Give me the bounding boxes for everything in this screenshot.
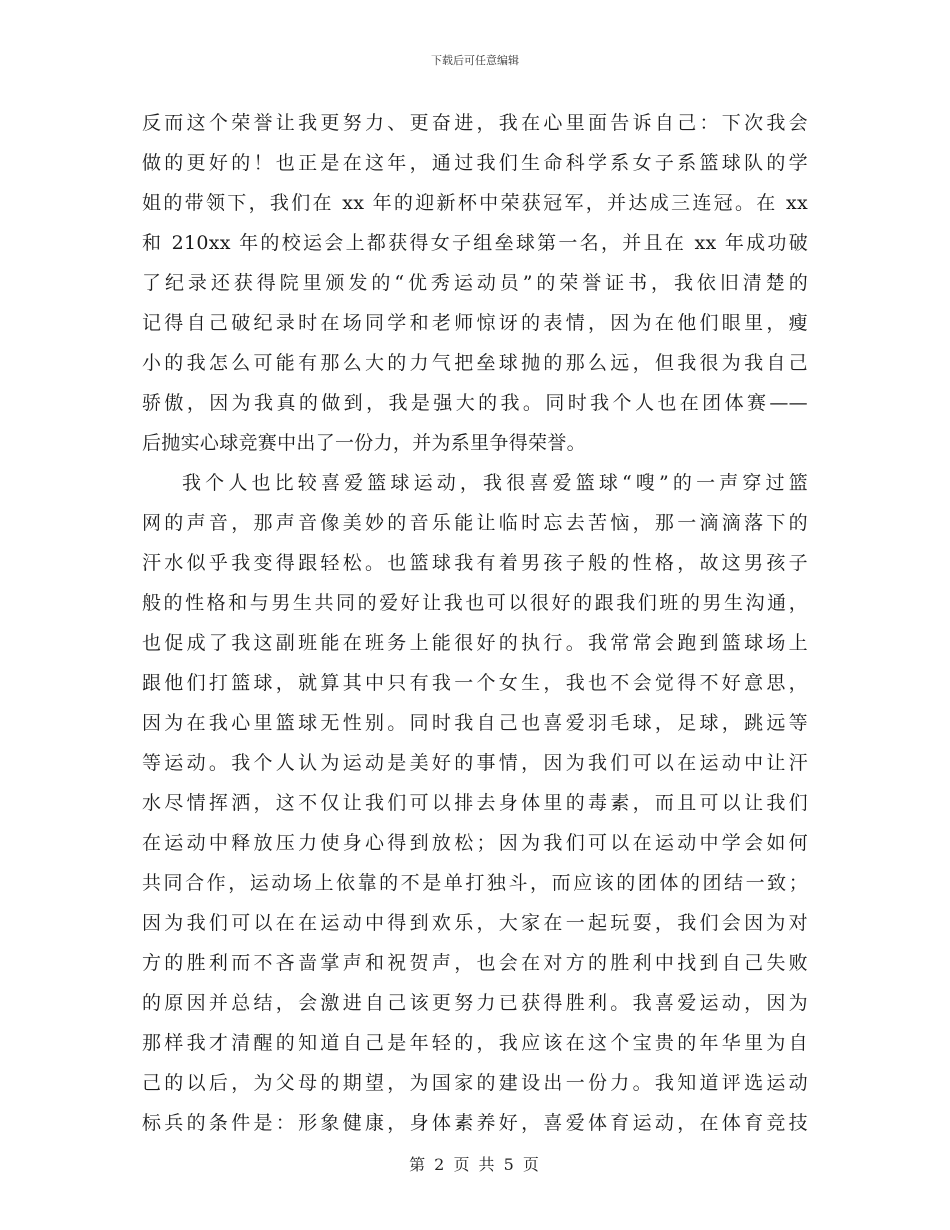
text-line: 也促成了我这副班能在班务上能很好的执行。我常常会跑到篮球场上 — [142, 632, 808, 654]
text-line: 做的更好的！也正是在这年，通过我们生命科学系女子系篮球队的学 — [142, 152, 808, 174]
text-line: 水尽情挥洒，这不仅让我们可以排去身体里的毒素，而且可以让我们 — [142, 792, 808, 814]
text-line: 记得自己破纪录时在场同学和老师惊讶的表情，因为在他们眼里，瘦 — [142, 312, 808, 334]
text-line: 小的我怎么可能有那么大的力气把垒球抛的那么远，但我很为我自己 — [142, 352, 808, 374]
text-line: 跟他们打篮球，就算其中只有我一个女生，我也不会觉得不好意思， — [142, 672, 808, 694]
text-line: 因为我们可以在在运动中得到欢乐，大家在一起玩耍，我们会因为对 — [142, 912, 808, 934]
paragraph-2 — [142, 463, 808, 1143]
text-line: 那样我才清醒的知道自己是年轻的，我应该在这个宝贵的年华里为自 — [142, 1032, 808, 1054]
document-body — [142, 103, 808, 1143]
text-line: 汗水似乎我变得跟轻松。也篮球我有着男孩子般的性格，故这男孩子 — [142, 552, 808, 574]
text-line: 后抛实心球竞赛中出了一份力，并为系里争得荣誉。 — [142, 432, 586, 454]
text-line: 了纪录还获得院里颁发的“优秀运动员”的荣誉证书，我依旧清楚的 — [142, 272, 808, 294]
paragraph-1 — [142, 103, 808, 463]
text-line: 和 210xx 年的校运会上都获得女子组垒球第一名，并且在 xx 年成功破 — [142, 232, 808, 254]
text-line: 在运动中释放压力使身心得到放松；因为我们可以在运动中学会如何 — [142, 832, 808, 854]
text-line: 等运动。我个人认为运动是美好的事情，因为我们可以在运动中让汗 — [142, 752, 808, 774]
page-header-note: 下载后可任意编辑 — [431, 54, 519, 67]
page-number: 第 2 页 共 5 页 — [409, 1155, 541, 1174]
text-line: 般的性格和与男生共同的爱好让我也可以很好的跟我们班的男生沟通， — [142, 592, 808, 614]
text-line: 标兵的条件是：形象健康，身体素养好，喜爱体育运动，在体育竞技 — [142, 1112, 808, 1134]
text-line: 方的胜利而不吝啬掌声和祝贺声，也会在对方的胜利中找到自己失败 — [142, 952, 808, 974]
text-line: 己的以后，为父母的期望，为国家的建设出一份力。我知道评选运动 — [142, 1072, 808, 1094]
text-line: 的原因并总结，会激进自己该更努力已获得胜利。我喜爱运动，因为 — [142, 992, 808, 1014]
text-line: 网的声音，那声音像美妙的音乐能让临时忘去苦恼，那一滴滴落下的 — [142, 512, 808, 534]
text-line: 反而这个荣誉让我更努力、更奋进，我在心里面告诉自己：下次我会 — [142, 112, 808, 134]
text-line: 骄傲，因为我真的做到，我是强大的我。同时我个人也在团体赛—— — [142, 392, 808, 414]
text-line: 姐的带领下，我们在 xx 年的迎新杯中荣获冠军，并达成三连冠。在 xx — [142, 192, 808, 214]
text-line: 我个人也比较喜爱篮球运动，我很喜爱篮球“嗖”的一声穿过篮 — [182, 472, 808, 494]
text-line: 共同合作，运动场上依靠的不是单打独斗，而应该的团体的团结一致； — [142, 872, 808, 894]
text-line: 因为在我心里篮球无性别。同时我自己也喜爱羽毛球，足球，跳远等 — [142, 712, 808, 734]
